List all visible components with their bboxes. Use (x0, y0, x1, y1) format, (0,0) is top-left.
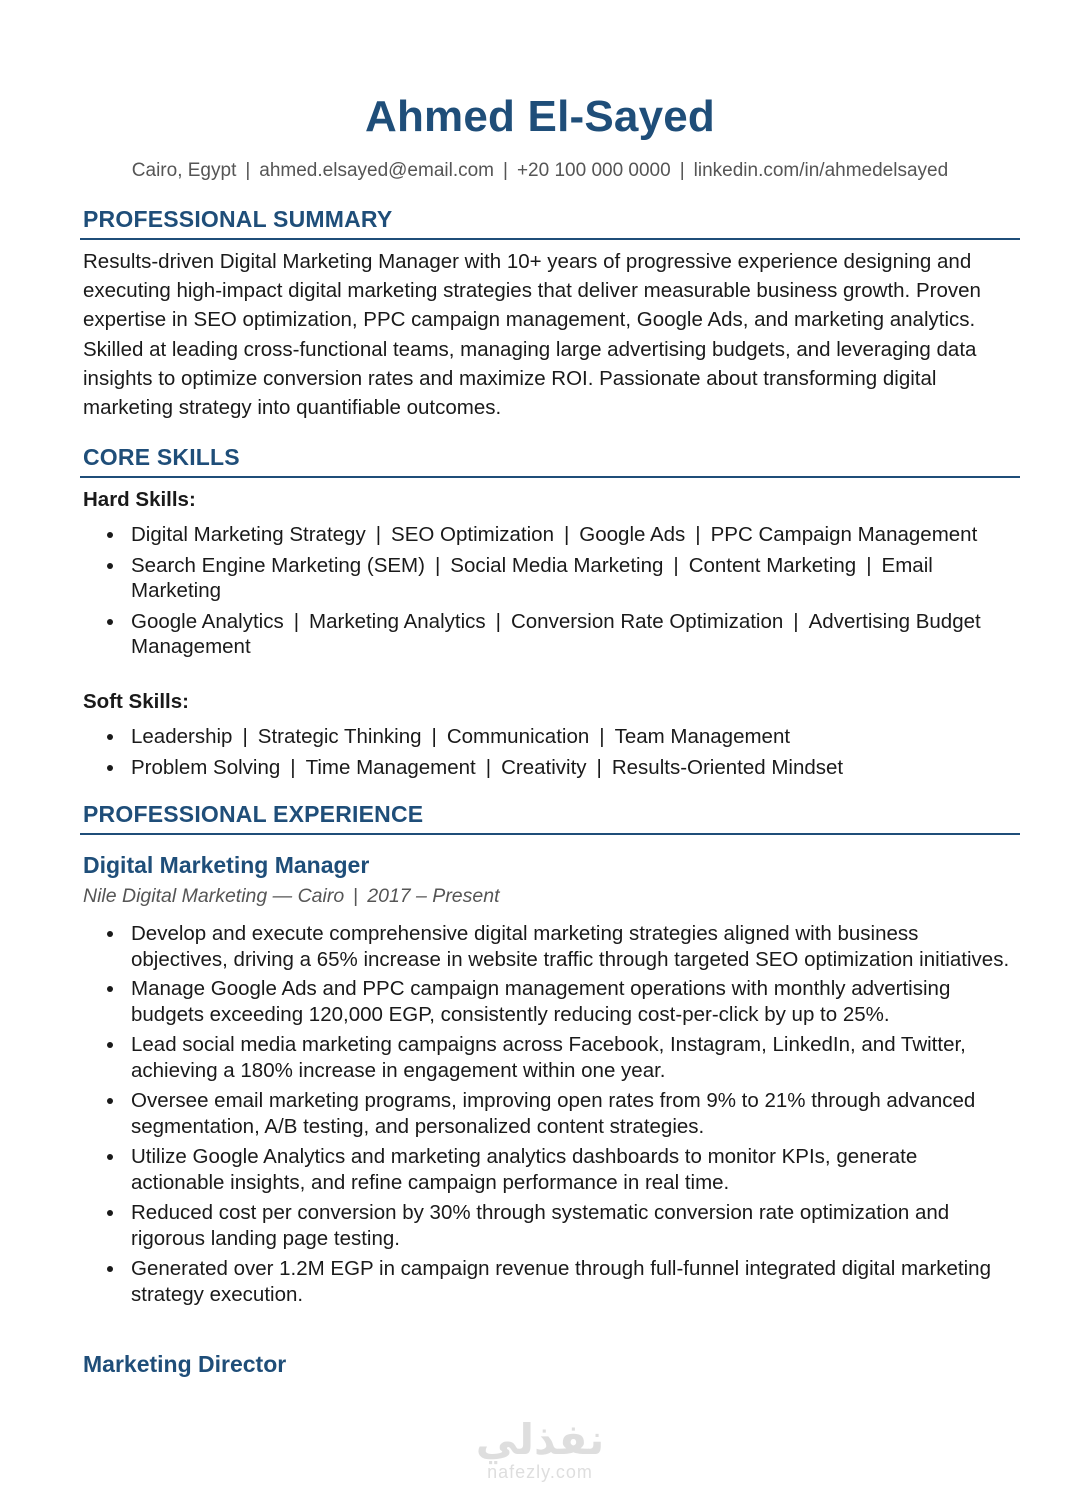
job-title: Marketing Director (83, 1351, 287, 1377)
summary-divider (80, 238, 1020, 240)
contact-linkedin[interactable]: linkedin.com/in/ahmedelsayed (693, 160, 949, 181)
hard-skills-list (106, 522, 1016, 660)
experience-divider (80, 833, 1020, 835)
contact-separator: | (503, 160, 508, 181)
skills-divider (80, 476, 1020, 478)
hard-skills-label: Hard Skills: (83, 488, 196, 511)
list-item: Digital Marketing Strategy | SEO Optimization | Google Ads | PPC Campaign Management (106, 522, 1016, 548)
meta-separator: | (353, 885, 359, 907)
job-dates: 2017 – Present (367, 885, 500, 907)
list-item: Leadership | Strategic Thinking | Communication | Team Management (106, 724, 1016, 750)
list-item: Reduced cost per conversion by 30% through systematic conversion rate optimization and rigorous landing page testing. (106, 1200, 1016, 1251)
contact-separator: | (245, 160, 251, 181)
list-item: Lead social media marketing campaigns across Facebook, Instagram, LinkedIn, and Twitter, achieving a 180% increase in engagement within one year. (106, 1032, 1016, 1083)
contact-line (0, 160, 1080, 182)
candidate-name: Ahmed El-Sayed (364, 92, 715, 141)
list-item: Manage Google Ads and PPC campaign management operations with monthly advertising budgets exceeding 120,000 EGP, consistently reducing cost-per-click by up to 25%. (106, 976, 1016, 1027)
list-item: Develop and execute comprehensive digital marketing strategies aligned with business objectives, driving a 65% increase in website traffic through targeted SEO optimization initiatives. (106, 921, 1016, 972)
job-meta (83, 885, 500, 908)
list-item: Problem Solving | Time Management | Creativity | Results-Oriented Mindset (106, 755, 1016, 781)
list-item: Oversee email marketing programs, improving open rates from 9% to 21% through advanced segmentation, A/B testing, and personalized content strategies. (106, 1088, 1016, 1139)
contact-separator: | (679, 160, 685, 181)
watermark-arabic: نفذلي (475, 1415, 605, 1464)
list-item: Search Engine Marketing (SEM) | Social Media Marketing | Content Marketing | Email Marketing (106, 553, 1016, 604)
contact-email[interactable]: ahmed.elsayed@email.com (259, 160, 495, 181)
soft-skills-label: Soft Skills: (83, 690, 189, 713)
summary-text: Results-driven Digital Marketing Manager with 10+ years of progressive experience designing and executing high-impact digital marketing strategies that deliver measurable business growth. Proven expertise in SEO optimization, PPC campaign management, Google Ads, and marketing analytics. Skilled at leading cross-functional teams, managing large advertising budgets, and leveraging data insights to optimize conversion rates and maximize ROI. Passionate about transforming digital marketing strategy into quantifiable outcomes. (83, 250, 981, 420)
skills-heading: CORE SKILLS (83, 444, 240, 470)
soft-skills-list (106, 724, 1016, 781)
summary-heading: PROFESSIONAL SUMMARY (83, 206, 393, 232)
list-item: Google Analytics | Marketing Analytics | Conversion Rate Optimization | Advertising Budget Management (106, 609, 1016, 660)
list-item: Generated over 1.2M EGP in campaign revenue through full-funnel integrated digital marketing strategy execution. (106, 1256, 1016, 1307)
watermark-latin: nafezly.com (487, 1462, 593, 1482)
contact-location: Cairo, Egypt (131, 160, 237, 181)
list-item: Utilize Google Analytics and marketing analytics dashboards to monitor KPIs, generate actionable insights, and refine campaign performance in real time. (106, 1144, 1016, 1195)
job-title: Digital Marketing Manager (83, 852, 370, 878)
job-achievements-list (106, 921, 1016, 1307)
experience-heading: PROFESSIONAL EXPERIENCE (83, 801, 424, 827)
job-company: Nile Digital Marketing — Cairo (83, 885, 345, 907)
watermark-logo (440, 1415, 640, 1483)
contact-phone: +20 100 000 0000 (516, 160, 671, 181)
